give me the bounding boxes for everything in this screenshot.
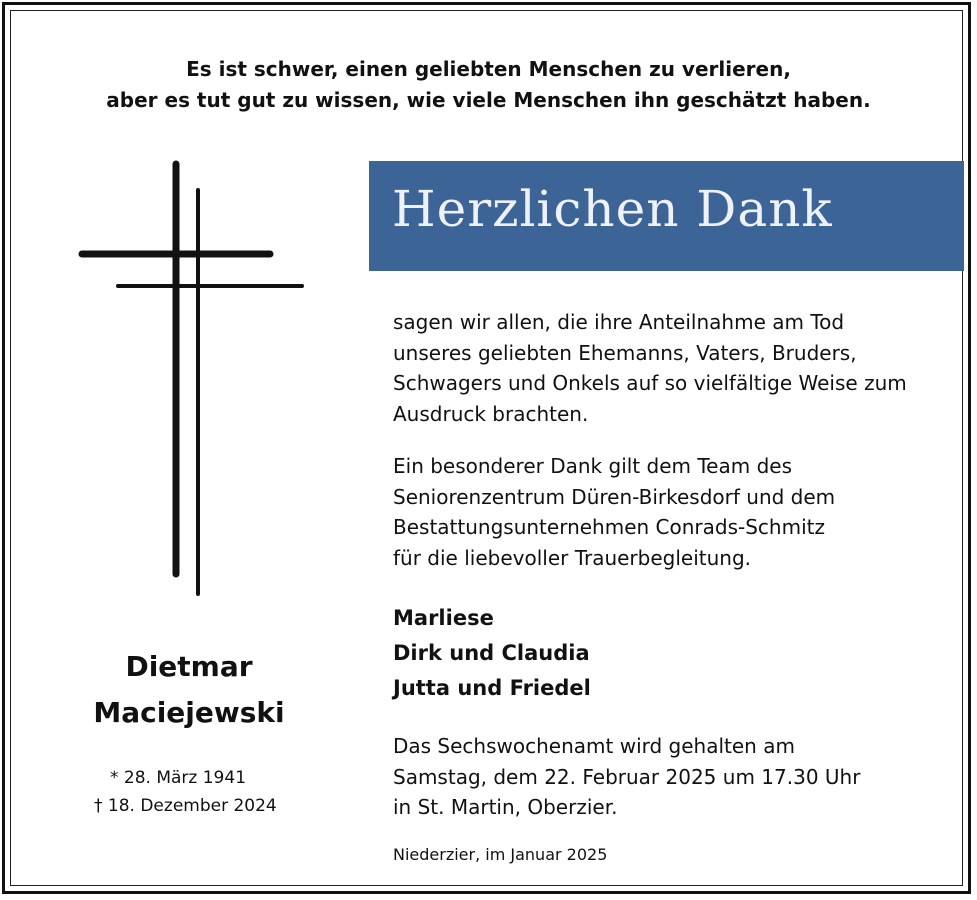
paragraph-line: für die liebevoller Trauerbegleitung. bbox=[393, 545, 752, 570]
death-date: † 18. Dezember 2024 bbox=[94, 796, 277, 816]
birth-date: * 28. März 1941 bbox=[110, 768, 247, 788]
life-dates bbox=[60, 764, 318, 820]
paragraph-line: Das Sechswochenamt wird gehalten am bbox=[393, 734, 795, 758]
banner-title: Herzlichen Dank bbox=[392, 180, 833, 238]
deceased-first-name: Dietmar bbox=[125, 650, 253, 683]
double-cross-icon bbox=[76, 158, 316, 612]
signers bbox=[393, 601, 591, 706]
thanks-paragraph bbox=[393, 307, 907, 429]
signer-name: Marliese bbox=[393, 606, 494, 630]
motto-line-1: Es ist schwer, einen geliebten Menschen zu verlieren, bbox=[186, 57, 791, 81]
paragraph-line: in St. Martin, Oberzier. bbox=[393, 795, 618, 819]
paragraph-line: Seniorenzentrum Düren-Birkesdorf und dem bbox=[393, 484, 836, 509]
signer-name: Jutta und Friedel bbox=[393, 676, 591, 700]
deceased-last-name: Maciejewski bbox=[93, 696, 285, 729]
signer-name: Dirk und Claudia bbox=[393, 641, 590, 665]
paragraph-line: Samstag, dem 22. Februar 2025 um 17.30 Uhr bbox=[393, 764, 861, 789]
motto bbox=[0, 54, 977, 116]
paragraph-line: Ausdruck brachten. bbox=[393, 401, 589, 426]
paragraph-line: sagen wir allen, die ihre Anteilnahme am Tod bbox=[393, 310, 845, 334]
paragraph-line: Schwagers und Onkels auf so vielfältige Weise zum bbox=[393, 371, 907, 395]
paragraph-line: unseres geliebten Ehemanns, Vaters, Bruders, bbox=[393, 340, 857, 365]
place-date: Niederzier, im Januar 2025 bbox=[393, 845, 608, 864]
paragraph-line: Bestattungsunternehmen Conrads-Schmitz bbox=[393, 515, 825, 539]
mass-announcement bbox=[393, 731, 860, 823]
special-thanks-paragraph bbox=[393, 451, 835, 573]
deceased-name bbox=[60, 644, 318, 736]
motto-line-2: aber es tut gut zu wissen, wie viele Menschen ihn geschätzt haben. bbox=[106, 88, 871, 112]
paragraph-line: Ein besonderer Dank gilt dem Team des bbox=[393, 454, 792, 478]
